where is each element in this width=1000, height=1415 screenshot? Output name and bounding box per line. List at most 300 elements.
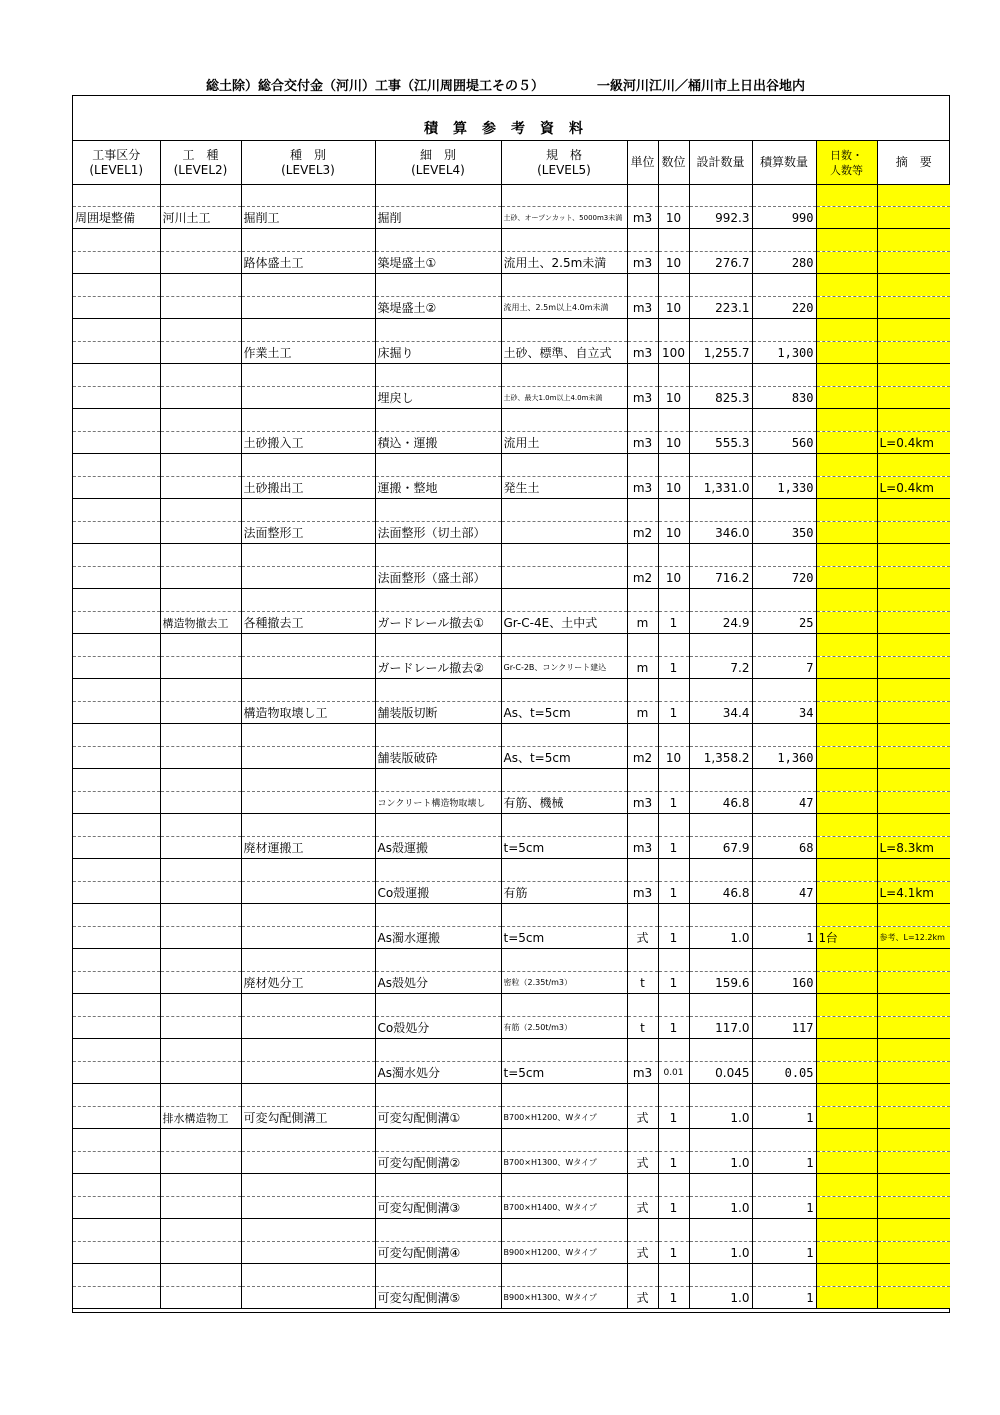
- digit-cell: [658, 185, 689, 207]
- level4-cell: 法面整形（盛土部）: [375, 567, 501, 589]
- level2-cell: [160, 387, 241, 409]
- design-qty-cell: 346.0: [689, 522, 752, 544]
- unit-cell: m: [627, 612, 658, 634]
- col-level4-header: 細 別 (LEVEL4): [375, 141, 501, 185]
- digit-cell: [658, 499, 689, 522]
- spec-cell: [501, 319, 627, 342]
- table-row: [73, 342, 950, 364]
- design-qty-cell: [689, 904, 752, 927]
- level1-cell: [73, 972, 160, 994]
- level4-cell: 運搬・整地: [375, 477, 501, 499]
- table-row: [73, 522, 950, 544]
- digit-cell: [658, 544, 689, 567]
- level2-cell: 構造物撤去工: [160, 612, 241, 634]
- calc-qty-cell: [752, 1174, 816, 1197]
- level4-cell: 築堤盛土②: [375, 297, 501, 319]
- table-row: [73, 477, 950, 499]
- blank-row: [73, 364, 950, 387]
- blank-row: [73, 1084, 950, 1107]
- level2-cell: [160, 454, 241, 477]
- table-row: [73, 1107, 950, 1129]
- level1-cell: [73, 274, 160, 297]
- unit-cell: m3: [627, 207, 658, 229]
- note-cell: [877, 747, 950, 769]
- note-cell: [877, 589, 950, 612]
- digit-cell: 100: [658, 342, 689, 364]
- level2-cell: [160, 364, 241, 387]
- design-qty-cell: [689, 544, 752, 567]
- calc-qty-cell: [752, 409, 816, 432]
- calc-qty-cell: 25: [752, 612, 816, 634]
- spec-cell: 有筋: [501, 882, 627, 904]
- spec-cell: [501, 567, 627, 589]
- level3-cell: [241, 1287, 375, 1309]
- level1-cell: [73, 1242, 160, 1264]
- design-qty-cell: 825.3: [689, 387, 752, 409]
- level2-cell: [160, 567, 241, 589]
- unit-cell: [627, 1219, 658, 1242]
- design-qty-cell: 555.3: [689, 432, 752, 454]
- calc-qty-cell: 160: [752, 972, 816, 994]
- level2-cell: [160, 724, 241, 747]
- spec-cell: [501, 185, 627, 207]
- digit-cell: [658, 409, 689, 432]
- note-cell: [877, 1174, 950, 1197]
- note-cell: [877, 1107, 950, 1129]
- level3-cell: [241, 882, 375, 904]
- level3-cell: [241, 634, 375, 657]
- col-days-header: 日数・ 人数等: [816, 141, 877, 185]
- calc-qty-cell: 1: [752, 927, 816, 949]
- design-qty-cell: [689, 454, 752, 477]
- calc-qty-cell: [752, 724, 816, 747]
- unit-cell: 式: [627, 927, 658, 949]
- days-cell: 1台: [816, 927, 877, 949]
- calc-qty-cell: 47: [752, 792, 816, 814]
- spec-cell: [501, 364, 627, 387]
- level4-cell: [375, 319, 501, 342]
- level3-cell: [241, 1062, 375, 1084]
- days-cell: [816, 1242, 877, 1264]
- days-cell: [816, 747, 877, 769]
- spec-cell: [501, 589, 627, 612]
- unit-cell: [627, 814, 658, 837]
- calc-qty-cell: 68: [752, 837, 816, 859]
- spec-cell: [501, 1039, 627, 1062]
- level4-cell: [375, 364, 501, 387]
- blank-row: [73, 949, 950, 972]
- level3-cell: [241, 1129, 375, 1152]
- blank-row: [73, 1129, 950, 1152]
- note-cell: [877, 409, 950, 432]
- blank-row: [73, 589, 950, 612]
- design-qty-cell: [689, 499, 752, 522]
- col-unit-header: 単位: [627, 141, 658, 185]
- digit-cell: 1: [658, 1242, 689, 1264]
- days-cell: [816, 634, 877, 657]
- level2-cell: [160, 1264, 241, 1287]
- spec-cell: [501, 544, 627, 567]
- spec-cell: 流用土、2.5m未満: [501, 252, 627, 274]
- unit-cell: m3: [627, 477, 658, 499]
- spec-cell: B700×H1400、Wタイプ: [501, 1197, 627, 1219]
- level4-cell: [375, 994, 501, 1017]
- level4-cell: 可変勾配側溝①: [375, 1107, 501, 1129]
- level1-cell: [73, 567, 160, 589]
- level4-cell: [375, 949, 501, 972]
- document-header: [0, 75, 1000, 95]
- level2-cell: 河川土工: [160, 207, 241, 229]
- level1-cell: [73, 657, 160, 679]
- days-cell: [816, 499, 877, 522]
- level1-cell: [73, 792, 160, 814]
- calc-qty-cell: 280: [752, 252, 816, 274]
- digit-cell: [658, 724, 689, 747]
- note-cell: L=0.4km: [877, 432, 950, 454]
- level3-cell: [241, 747, 375, 769]
- table-row: [73, 1197, 950, 1219]
- table-row: [73, 432, 950, 454]
- unit-cell: m3: [627, 837, 658, 859]
- digit-cell: [658, 454, 689, 477]
- calc-qty-cell: [752, 185, 816, 207]
- level1-cell: [73, 927, 160, 949]
- level3-cell: 廃材処分工: [241, 972, 375, 994]
- level1-cell: [73, 882, 160, 904]
- design-qty-cell: 1.0: [689, 1152, 752, 1174]
- blank-row: [73, 1264, 950, 1287]
- note-cell: [877, 904, 950, 927]
- level2-cell: [160, 972, 241, 994]
- calc-qty-cell: [752, 994, 816, 1017]
- digit-cell: 1: [658, 927, 689, 949]
- design-qty-cell: [689, 724, 752, 747]
- digit-cell: [658, 949, 689, 972]
- note-cell: [877, 1062, 950, 1084]
- blank-row: [73, 769, 950, 792]
- level3-cell: [241, 544, 375, 567]
- level3-cell: [241, 792, 375, 814]
- level2-cell: [160, 1152, 241, 1174]
- spec-cell: 有筋、機械: [501, 792, 627, 814]
- blank-row: [73, 1039, 950, 1062]
- level4-cell: 可変勾配側溝④: [375, 1242, 501, 1264]
- blank-row: [73, 319, 950, 342]
- design-qty-cell: 159.6: [689, 972, 752, 994]
- calc-qty-cell: [752, 1084, 816, 1107]
- unit-cell: m3: [627, 1062, 658, 1084]
- level1-cell: [73, 724, 160, 747]
- level1-cell: [73, 589, 160, 612]
- level1-cell: [73, 1197, 160, 1219]
- note-cell: [877, 229, 950, 252]
- estimate-table: [73, 140, 950, 1309]
- level3-cell: [241, 1242, 375, 1264]
- spec-cell: [501, 1174, 627, 1197]
- level1-cell: [73, 364, 160, 387]
- days-cell: [816, 522, 877, 544]
- calc-qty-cell: [752, 1039, 816, 1062]
- spec-cell: 発生土: [501, 477, 627, 499]
- level4-cell: As殻処分: [375, 972, 501, 994]
- calc-qty-cell: 990: [752, 207, 816, 229]
- calc-qty-cell: [752, 544, 816, 567]
- table-row: [73, 882, 950, 904]
- digit-cell: [658, 319, 689, 342]
- digit-cell: 1: [658, 1287, 689, 1309]
- days-cell: [816, 207, 877, 229]
- blank-row: [73, 814, 950, 837]
- calc-qty-cell: 7: [752, 657, 816, 679]
- design-qty-cell: 67.9: [689, 837, 752, 859]
- level1-cell: [73, 1287, 160, 1309]
- days-cell: [816, 724, 877, 747]
- level3-cell: [241, 319, 375, 342]
- calc-qty-cell: 34: [752, 702, 816, 724]
- design-qty-cell: 46.8: [689, 792, 752, 814]
- level1-cell: [73, 1129, 160, 1152]
- days-cell: [816, 342, 877, 364]
- unit-cell: [627, 1129, 658, 1152]
- days-cell: [816, 904, 877, 927]
- design-qty-cell: 46.8: [689, 882, 752, 904]
- digit-cell: 0.01: [658, 1062, 689, 1084]
- digit-cell: [658, 994, 689, 1017]
- level2-cell: [160, 949, 241, 972]
- level4-cell: 法面整形（切土部）: [375, 522, 501, 544]
- spec-cell: [501, 634, 627, 657]
- level1-cell: [73, 612, 160, 634]
- level3-cell: 構造物取壊し工: [241, 702, 375, 724]
- digit-cell: 10: [658, 522, 689, 544]
- blank-row: [73, 994, 950, 1017]
- calc-qty-cell: 1: [752, 1107, 816, 1129]
- calc-qty-cell: 1: [752, 1242, 816, 1264]
- calc-qty-cell: 1: [752, 1152, 816, 1174]
- calc-qty-cell: [752, 949, 816, 972]
- level1-cell: [73, 477, 160, 499]
- days-cell: [816, 837, 877, 859]
- design-qty-cell: 34.4: [689, 702, 752, 724]
- level4-cell: 可変勾配側溝③: [375, 1197, 501, 1219]
- spec-cell: 流用土、2.5m以上4.0m未満: [501, 297, 627, 319]
- spec-cell: [501, 1129, 627, 1152]
- level3-cell: [241, 859, 375, 882]
- unit-cell: m3: [627, 252, 658, 274]
- level3-cell: [241, 1264, 375, 1287]
- spec-cell: Gr-C-2B、コンクリート建込: [501, 657, 627, 679]
- level1-cell: [73, 1152, 160, 1174]
- level3-cell: [241, 229, 375, 252]
- level1-cell: [73, 1017, 160, 1039]
- note-cell: [877, 1039, 950, 1062]
- level3-cell: [241, 1017, 375, 1039]
- days-cell: [816, 387, 877, 409]
- note-cell: [877, 1152, 950, 1174]
- digit-cell: [658, 1129, 689, 1152]
- level4-cell: [375, 1174, 501, 1197]
- design-qty-cell: [689, 994, 752, 1017]
- note-cell: [877, 1287, 950, 1309]
- unit-cell: m3: [627, 342, 658, 364]
- days-cell: [816, 1129, 877, 1152]
- level2-cell: [160, 1287, 241, 1309]
- level4-cell: 舗装版切断: [375, 702, 501, 724]
- design-qty-cell: 1.0: [689, 927, 752, 949]
- level1-cell: [73, 499, 160, 522]
- level2-cell: [160, 522, 241, 544]
- days-cell: [816, 1197, 877, 1219]
- unit-cell: [627, 724, 658, 747]
- level3-cell: [241, 364, 375, 387]
- unit-cell: [627, 904, 658, 927]
- level2-cell: [160, 229, 241, 252]
- days-cell: [816, 454, 877, 477]
- level2-cell: [160, 657, 241, 679]
- unit-cell: [627, 364, 658, 387]
- note-cell: [877, 342, 950, 364]
- level2-cell: [160, 409, 241, 432]
- unit-cell: t: [627, 1017, 658, 1039]
- note-cell: [877, 792, 950, 814]
- level3-cell: [241, 499, 375, 522]
- note-cell: [877, 702, 950, 724]
- days-cell: [816, 1107, 877, 1129]
- level4-cell: 築堤盛土①: [375, 252, 501, 274]
- note-cell: [877, 522, 950, 544]
- spec-cell: [501, 229, 627, 252]
- level3-cell: [241, 387, 375, 409]
- level4-cell: 積込・運搬: [375, 432, 501, 454]
- design-qty-cell: 1,255.7: [689, 342, 752, 364]
- level2-cell: [160, 679, 241, 702]
- calc-qty-cell: [752, 1129, 816, 1152]
- design-qty-cell: 1.0: [689, 1107, 752, 1129]
- unit-cell: m3: [627, 297, 658, 319]
- level4-cell: 埋戻し: [375, 387, 501, 409]
- spec-cell: Gr-C-4E、土中式: [501, 612, 627, 634]
- design-qty-cell: [689, 679, 752, 702]
- level4-cell: [375, 454, 501, 477]
- note-cell: [877, 1017, 950, 1039]
- table-row: [73, 747, 950, 769]
- calc-qty-cell: [752, 634, 816, 657]
- unit-cell: [627, 274, 658, 297]
- days-cell: [816, 409, 877, 432]
- days-cell: [816, 792, 877, 814]
- unit-cell: [627, 544, 658, 567]
- level3-cell: [241, 567, 375, 589]
- level4-cell: 掘削: [375, 207, 501, 229]
- level3-cell: [241, 297, 375, 319]
- spec-cell: 密粒（2.35t/m3）: [501, 972, 627, 994]
- col-level1-header: 工事区分 (LEVEL1): [73, 141, 160, 185]
- level1-cell: [73, 859, 160, 882]
- level4-cell: [375, 634, 501, 657]
- level2-cell: [160, 342, 241, 364]
- level2-cell: [160, 252, 241, 274]
- spec-cell: As、t=5cm: [501, 747, 627, 769]
- col-calc-qty-header: 積算数量: [752, 141, 816, 185]
- table-row: [73, 1152, 950, 1174]
- level4-cell: [375, 1129, 501, 1152]
- level3-cell: [241, 949, 375, 972]
- level1-cell: [73, 837, 160, 859]
- calc-qty-cell: [752, 814, 816, 837]
- spec-cell: [501, 994, 627, 1017]
- blank-row: [73, 859, 950, 882]
- level1-cell: [73, 342, 160, 364]
- level2-cell: [160, 1084, 241, 1107]
- digit-cell: [658, 1174, 689, 1197]
- spec-cell: 土砂、最大1.0m以上4.0m未満: [501, 387, 627, 409]
- level2-cell: [160, 297, 241, 319]
- level4-cell: ガードレール撤去②: [375, 657, 501, 679]
- project-name: 総土除）総合交付金（河川）工事（江川周囲堤工その５）: [206, 79, 545, 94]
- level1-cell: [73, 747, 160, 769]
- level2-cell: [160, 1017, 241, 1039]
- unit-cell: [627, 1264, 658, 1287]
- calc-qty-cell: [752, 904, 816, 927]
- blank-row: [73, 409, 950, 432]
- level2-cell: [160, 477, 241, 499]
- days-cell: [816, 1084, 877, 1107]
- blank-row: [73, 1219, 950, 1242]
- level2-cell: [160, 837, 241, 859]
- days-cell: [816, 1219, 877, 1242]
- level3-cell: [241, 1152, 375, 1174]
- level2-cell: [160, 1129, 241, 1152]
- days-cell: [816, 859, 877, 882]
- design-qty-cell: [689, 859, 752, 882]
- level4-cell: [375, 859, 501, 882]
- days-cell: [816, 657, 877, 679]
- days-cell: [816, 185, 877, 207]
- unit-cell: [627, 229, 658, 252]
- note-cell: [877, 994, 950, 1017]
- level3-cell: [241, 657, 375, 679]
- note-cell: [877, 724, 950, 747]
- digit-cell: [658, 229, 689, 252]
- level2-cell: [160, 792, 241, 814]
- design-qty-cell: [689, 1264, 752, 1287]
- spec-cell: [501, 522, 627, 544]
- digit-cell: 1: [658, 972, 689, 994]
- unit-cell: m3: [627, 882, 658, 904]
- design-qty-cell: 1,331.0: [689, 477, 752, 499]
- level2-cell: [160, 432, 241, 454]
- design-qty-cell: 24.9: [689, 612, 752, 634]
- digit-cell: 1: [658, 792, 689, 814]
- digit-cell: [658, 634, 689, 657]
- table-body: [73, 185, 950, 1309]
- level3-cell: [241, 1084, 375, 1107]
- level1-cell: [73, 1039, 160, 1062]
- col-level5-header: 規 格 (LEVEL5): [501, 141, 627, 185]
- level2-cell: [160, 904, 241, 927]
- blank-row: [73, 634, 950, 657]
- note-cell: [877, 319, 950, 342]
- spec-cell: [501, 409, 627, 432]
- digit-cell: [658, 859, 689, 882]
- design-qty-cell: [689, 185, 752, 207]
- level2-cell: [160, 274, 241, 297]
- level3-cell: [241, 1039, 375, 1062]
- calc-qty-cell: [752, 274, 816, 297]
- level4-cell: [375, 904, 501, 927]
- days-cell: [816, 297, 877, 319]
- unit-cell: 式: [627, 1197, 658, 1219]
